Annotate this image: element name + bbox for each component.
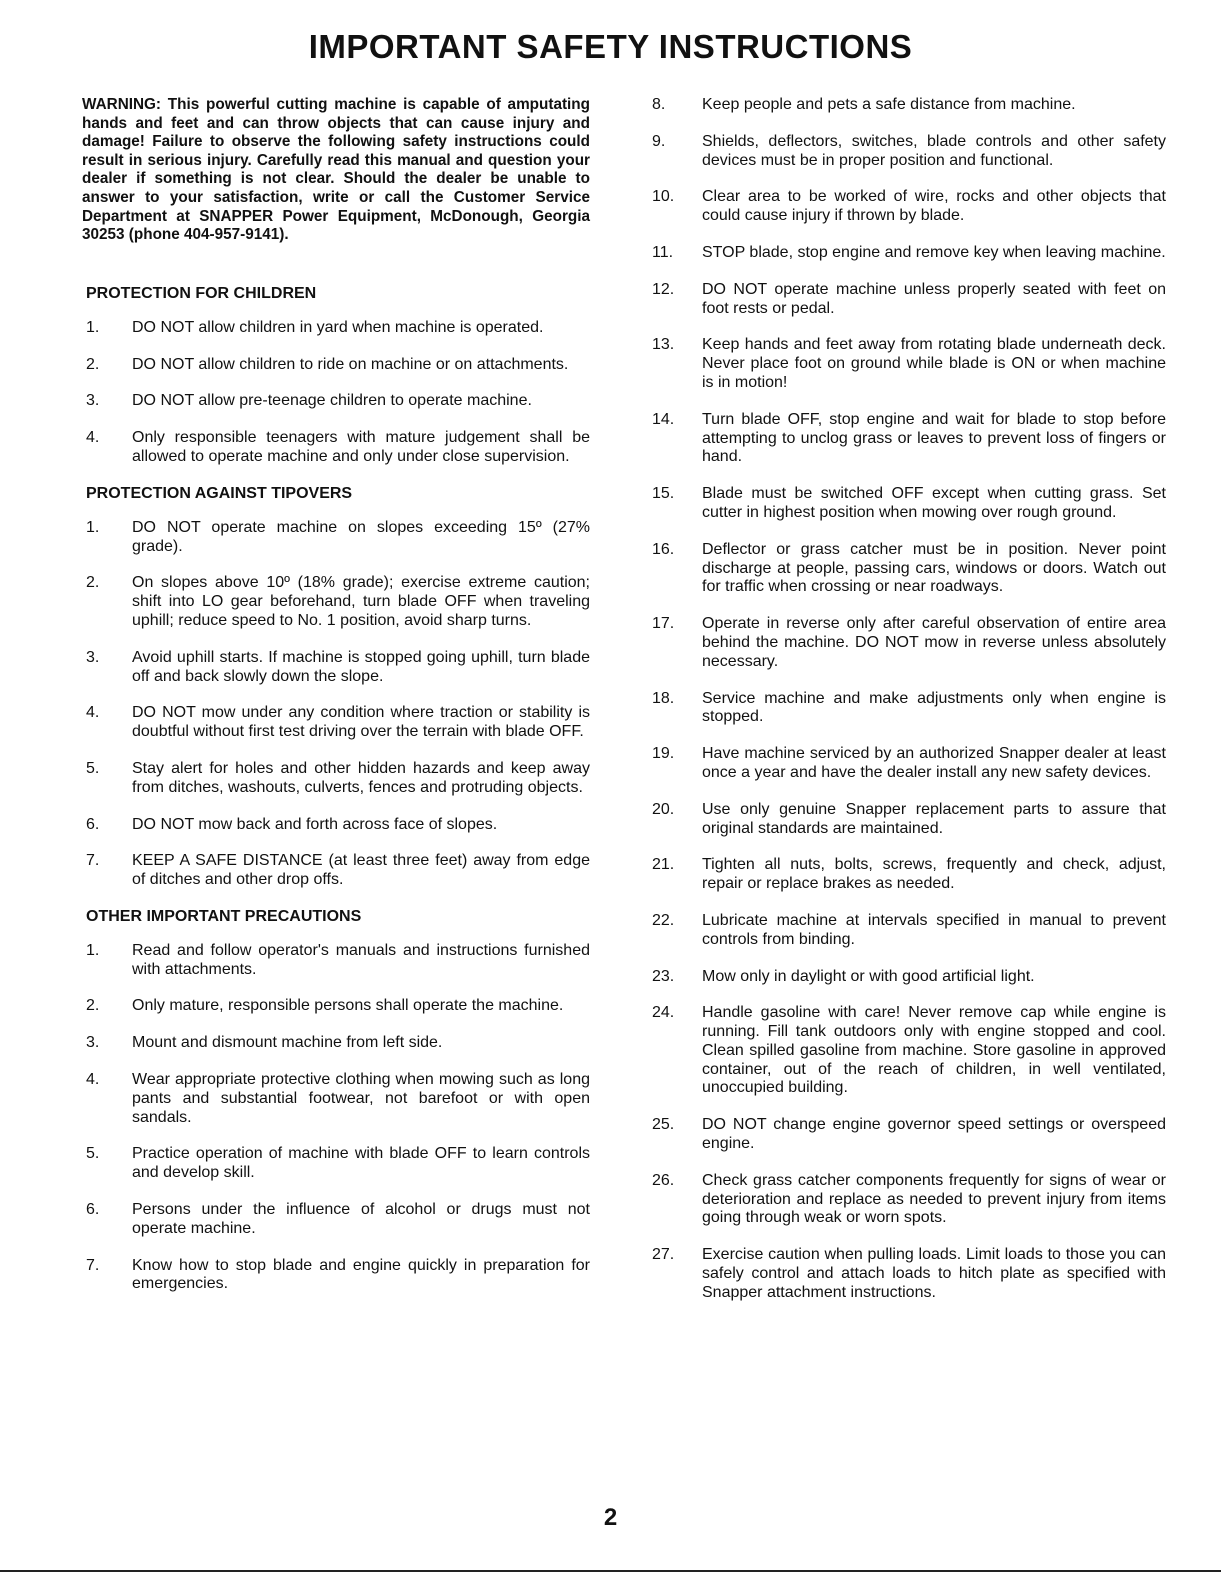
item-number: 20. xyxy=(652,800,675,818)
item-text: Read and follow operator's manuals and instructions furnished with attachments. xyxy=(132,941,590,978)
list-item xyxy=(650,133,1166,171)
item-number: 9. xyxy=(652,132,666,150)
section-protection-against-tipovers xyxy=(82,485,590,890)
item-number: 4. xyxy=(86,429,100,447)
item-text: Handle gasoline with care! Never remove cap while engine is running. Fill tank outdoors only with engine stopped and cool. Clean spilled gasoline from machine. Store gasoline in approved container, out of the reach of children, in well ventilated, unoccupied building. xyxy=(702,1004,1166,1097)
item-number: 7. xyxy=(86,1256,100,1274)
item-number: 1. xyxy=(86,318,100,336)
item-text: DO NOT allow children in yard when machine is operated. xyxy=(132,318,544,336)
item-text: Stay alert for holes and other hidden hazards and keep away from ditches, washouts, culverts, fences and protruding objects. xyxy=(132,759,590,796)
list-item xyxy=(650,1246,1166,1302)
list-item xyxy=(82,816,590,835)
item-number: 17. xyxy=(652,615,675,633)
item-text: DO NOT operate machine unless properly seated with feet on foot rests or pedal. xyxy=(702,280,1166,317)
item-number: 3. xyxy=(86,1034,100,1052)
list-item xyxy=(650,96,1166,115)
item-number: 2. xyxy=(86,997,100,1015)
list-item xyxy=(650,244,1166,263)
item-text: Shields, deflectors, switches, blade controls and other safety devices must be in proper position and functional. xyxy=(702,132,1166,169)
item-number: 10. xyxy=(652,188,675,206)
left-column xyxy=(82,96,590,1312)
section-heading: PROTECTION AGAINST TIPOVERS xyxy=(86,484,353,502)
item-number: 21. xyxy=(652,856,675,874)
item-number: 1. xyxy=(86,518,100,536)
list-item xyxy=(650,968,1166,987)
item-text: STOP blade, stop engine and remove key when leaving machine. xyxy=(702,243,1166,261)
list-item xyxy=(82,319,590,338)
item-text: Wear appropriate protective clothing when mowing such as long pants and substantial footwear, not barefoot or with open sandals. xyxy=(132,1071,590,1126)
item-text: Know how to stop blade and engine quickly in preparation for emergencies. xyxy=(132,1256,590,1293)
list-item xyxy=(82,1034,590,1053)
list-item xyxy=(82,356,590,375)
item-number: 4. xyxy=(86,704,100,722)
item-text: Turn blade OFF, stop engine and wait for blade to stop before attempting to unclog grass or leaves to prevent loss of fingers or hand. xyxy=(702,410,1166,466)
list-item xyxy=(82,574,590,630)
list-item xyxy=(650,188,1166,226)
instruction-list xyxy=(82,519,590,890)
list-item xyxy=(82,519,590,557)
list-item xyxy=(82,429,590,467)
item-text: Service machine and make adjustments only when engine is stopped. xyxy=(702,689,1166,726)
item-number: 13. xyxy=(652,336,675,354)
item-text: DO NOT mow under any condition where traction or stability is doubtful without first test driving over the terrain with blade OFF. xyxy=(132,704,590,741)
instruction-list-continued xyxy=(650,96,1166,1303)
list-item xyxy=(650,801,1166,839)
list-item xyxy=(82,760,590,798)
section-heading: PROTECTION FOR CHILDREN xyxy=(86,284,317,302)
item-number: 24. xyxy=(652,1004,675,1022)
item-number: 2. xyxy=(86,574,100,592)
item-text: Avoid uphill starts. If machine is stopped going uphill, turn blade off and back slowly down the slope. xyxy=(132,648,590,685)
list-item xyxy=(650,1004,1166,1098)
item-number: 26. xyxy=(652,1171,675,1189)
item-text: Lubricate machine at intervals specified in manual to prevent controls from binding. xyxy=(702,911,1166,948)
list-item xyxy=(650,745,1166,783)
list-item xyxy=(650,281,1166,319)
item-text: Operate in reverse only after careful observation of entire area behind the machine. DO NOT mow in reverse unless absolutely necessary. xyxy=(702,615,1166,670)
item-number: 18. xyxy=(652,689,675,707)
item-text: Check grass catcher components frequently for signs of wear or deterioration and replace as needed to prevent injury from items going through weak or worn spots. xyxy=(702,1171,1166,1227)
list-item xyxy=(82,392,590,411)
item-number: 22. xyxy=(652,911,675,929)
item-text: Only mature, responsible persons shall operate the machine. xyxy=(132,997,564,1015)
list-item xyxy=(650,912,1166,950)
item-number: 3. xyxy=(86,392,100,410)
list-item xyxy=(650,856,1166,894)
right-column xyxy=(650,96,1166,1321)
item-number: 3. xyxy=(86,648,100,666)
item-text: Tighten all nuts, bolts, screws, frequently and check, adjust, repair or replace brakes as needed. xyxy=(702,856,1166,893)
item-number: 19. xyxy=(652,745,675,763)
list-item xyxy=(82,942,590,980)
item-text: KEEP A SAFE DISTANCE (at least three feet) away from edge of ditches and other drop offs. xyxy=(132,852,590,889)
list-item xyxy=(82,1257,590,1295)
item-number: 4. xyxy=(86,1071,100,1089)
list-item xyxy=(82,852,590,890)
item-number: 15. xyxy=(652,485,675,503)
section-heading: OTHER IMPORTANT PRECAUTIONS xyxy=(86,907,362,925)
item-number: 12. xyxy=(652,280,675,298)
section-other-important-precautions xyxy=(82,908,590,1294)
item-text: Mount and dismount machine from left side. xyxy=(132,1034,443,1052)
list-item xyxy=(650,615,1166,671)
page-title: IMPORTANT SAFETY INSTRUCTIONS xyxy=(308,28,913,65)
item-number: 6. xyxy=(86,1201,100,1219)
item-text: Use only genuine Snapper replacement parts to assure that original standards are maintained. xyxy=(702,800,1166,837)
item-text: Persons under the influence of alcohol or drugs must not operate machine. xyxy=(132,1201,590,1237)
list-item xyxy=(82,1071,590,1127)
list-item xyxy=(82,1201,590,1239)
warning-paragraph: WARNING: This powerful cutting machine is capable of amputating hands and feet and can throw objects that can cause injury and damage! Failure to observe the following safety instructions could result in serious injury. Carefully read this manual and question your dealer if something is not clear. Should the dealer be unable to answer to your satisfaction, write or call the Customer Service Department at SNAPPER Power Equipment, McDonough, Georgia 30253 (phone 404-957-9141). xyxy=(82,96,590,244)
item-number: 25. xyxy=(652,1116,675,1134)
item-number: 23. xyxy=(652,967,675,985)
item-text: DO NOT allow pre-teenage children to operate machine. xyxy=(132,392,532,410)
list-item xyxy=(82,1145,590,1183)
list-item xyxy=(82,997,590,1016)
item-number: 5. xyxy=(86,1145,100,1163)
item-number: 8. xyxy=(652,96,666,113)
section-protection-for-children xyxy=(82,285,590,467)
item-number: 27. xyxy=(652,1246,675,1264)
item-text: On slopes above 10º (18% grade); exercise extreme caution; shift into LO gear beforehand, turn blade OFF when traveling uphill; reduce speed to No. 1 position, avoid sharp turns. xyxy=(132,574,590,629)
list-item xyxy=(82,704,590,742)
item-number: 16. xyxy=(652,540,675,558)
item-number: 5. xyxy=(86,759,100,777)
item-text: Keep hands and feet away from rotating blade underneath deck. Never place foot on ground while blade is ON or when machine is in motion! xyxy=(702,336,1166,391)
item-text: Blade must be switched OFF except when cutting grass. Set cutter in highest position when mowing over rough ground. xyxy=(702,485,1166,521)
list-item xyxy=(650,485,1166,523)
item-text: Deflector or grass catcher must be in position. Never point discharge at people, passing cars, windows or doors. Watch out for traffic when crossing or near roadways. xyxy=(702,540,1166,596)
list-item xyxy=(650,336,1166,392)
item-number: 6. xyxy=(86,815,100,833)
instruction-list xyxy=(82,942,590,1294)
item-number: 2. xyxy=(86,355,100,373)
item-number: 11. xyxy=(652,243,674,261)
item-text: Have machine serviced by an authorized Snapper dealer at least once a year and have the dealer install any new safety devices. xyxy=(702,745,1166,781)
item-text: DO NOT allow children to ride on machine or on attachments. xyxy=(132,355,569,373)
list-item xyxy=(650,1172,1166,1228)
list-item xyxy=(650,1116,1166,1154)
list-item xyxy=(650,690,1166,728)
list-item xyxy=(650,541,1166,597)
page-number: 2 xyxy=(603,1504,618,1531)
item-text: Exercise caution when pulling loads. Limit loads to those you can safely control and attach loads to hitch plate as specified with Snapper attachment instructions. xyxy=(702,1246,1166,1301)
item-text: Mow only in daylight or with good artificial light. xyxy=(702,967,1035,985)
item-text: DO NOT mow back and forth across face of slopes. xyxy=(132,815,498,833)
list-item xyxy=(650,411,1166,467)
list-item xyxy=(82,649,590,687)
item-number: 14. xyxy=(652,410,675,428)
scan-edge-line xyxy=(0,1570,1221,1572)
item-text: DO NOT operate machine on slopes exceeding 15º (27% grade). xyxy=(132,518,590,555)
item-text: DO NOT change engine governor speed settings or overspeed engine. xyxy=(702,1116,1166,1153)
item-text: Only responsible teenagers with mature judgement shall be allowed to operate machine and only under close supervision. xyxy=(132,429,590,465)
item-text: Practice operation of machine with blade OFF to learn controls and develop skill. xyxy=(132,1145,590,1182)
item-text: Keep people and pets a safe distance from machine. xyxy=(702,96,1076,113)
instruction-list xyxy=(82,319,590,467)
item-text: Clear area to be worked of wire, rocks and other objects that could cause injury if thrown by blade. xyxy=(702,188,1166,225)
item-number: 1. xyxy=(86,941,100,959)
item-number: 7. xyxy=(86,852,100,870)
